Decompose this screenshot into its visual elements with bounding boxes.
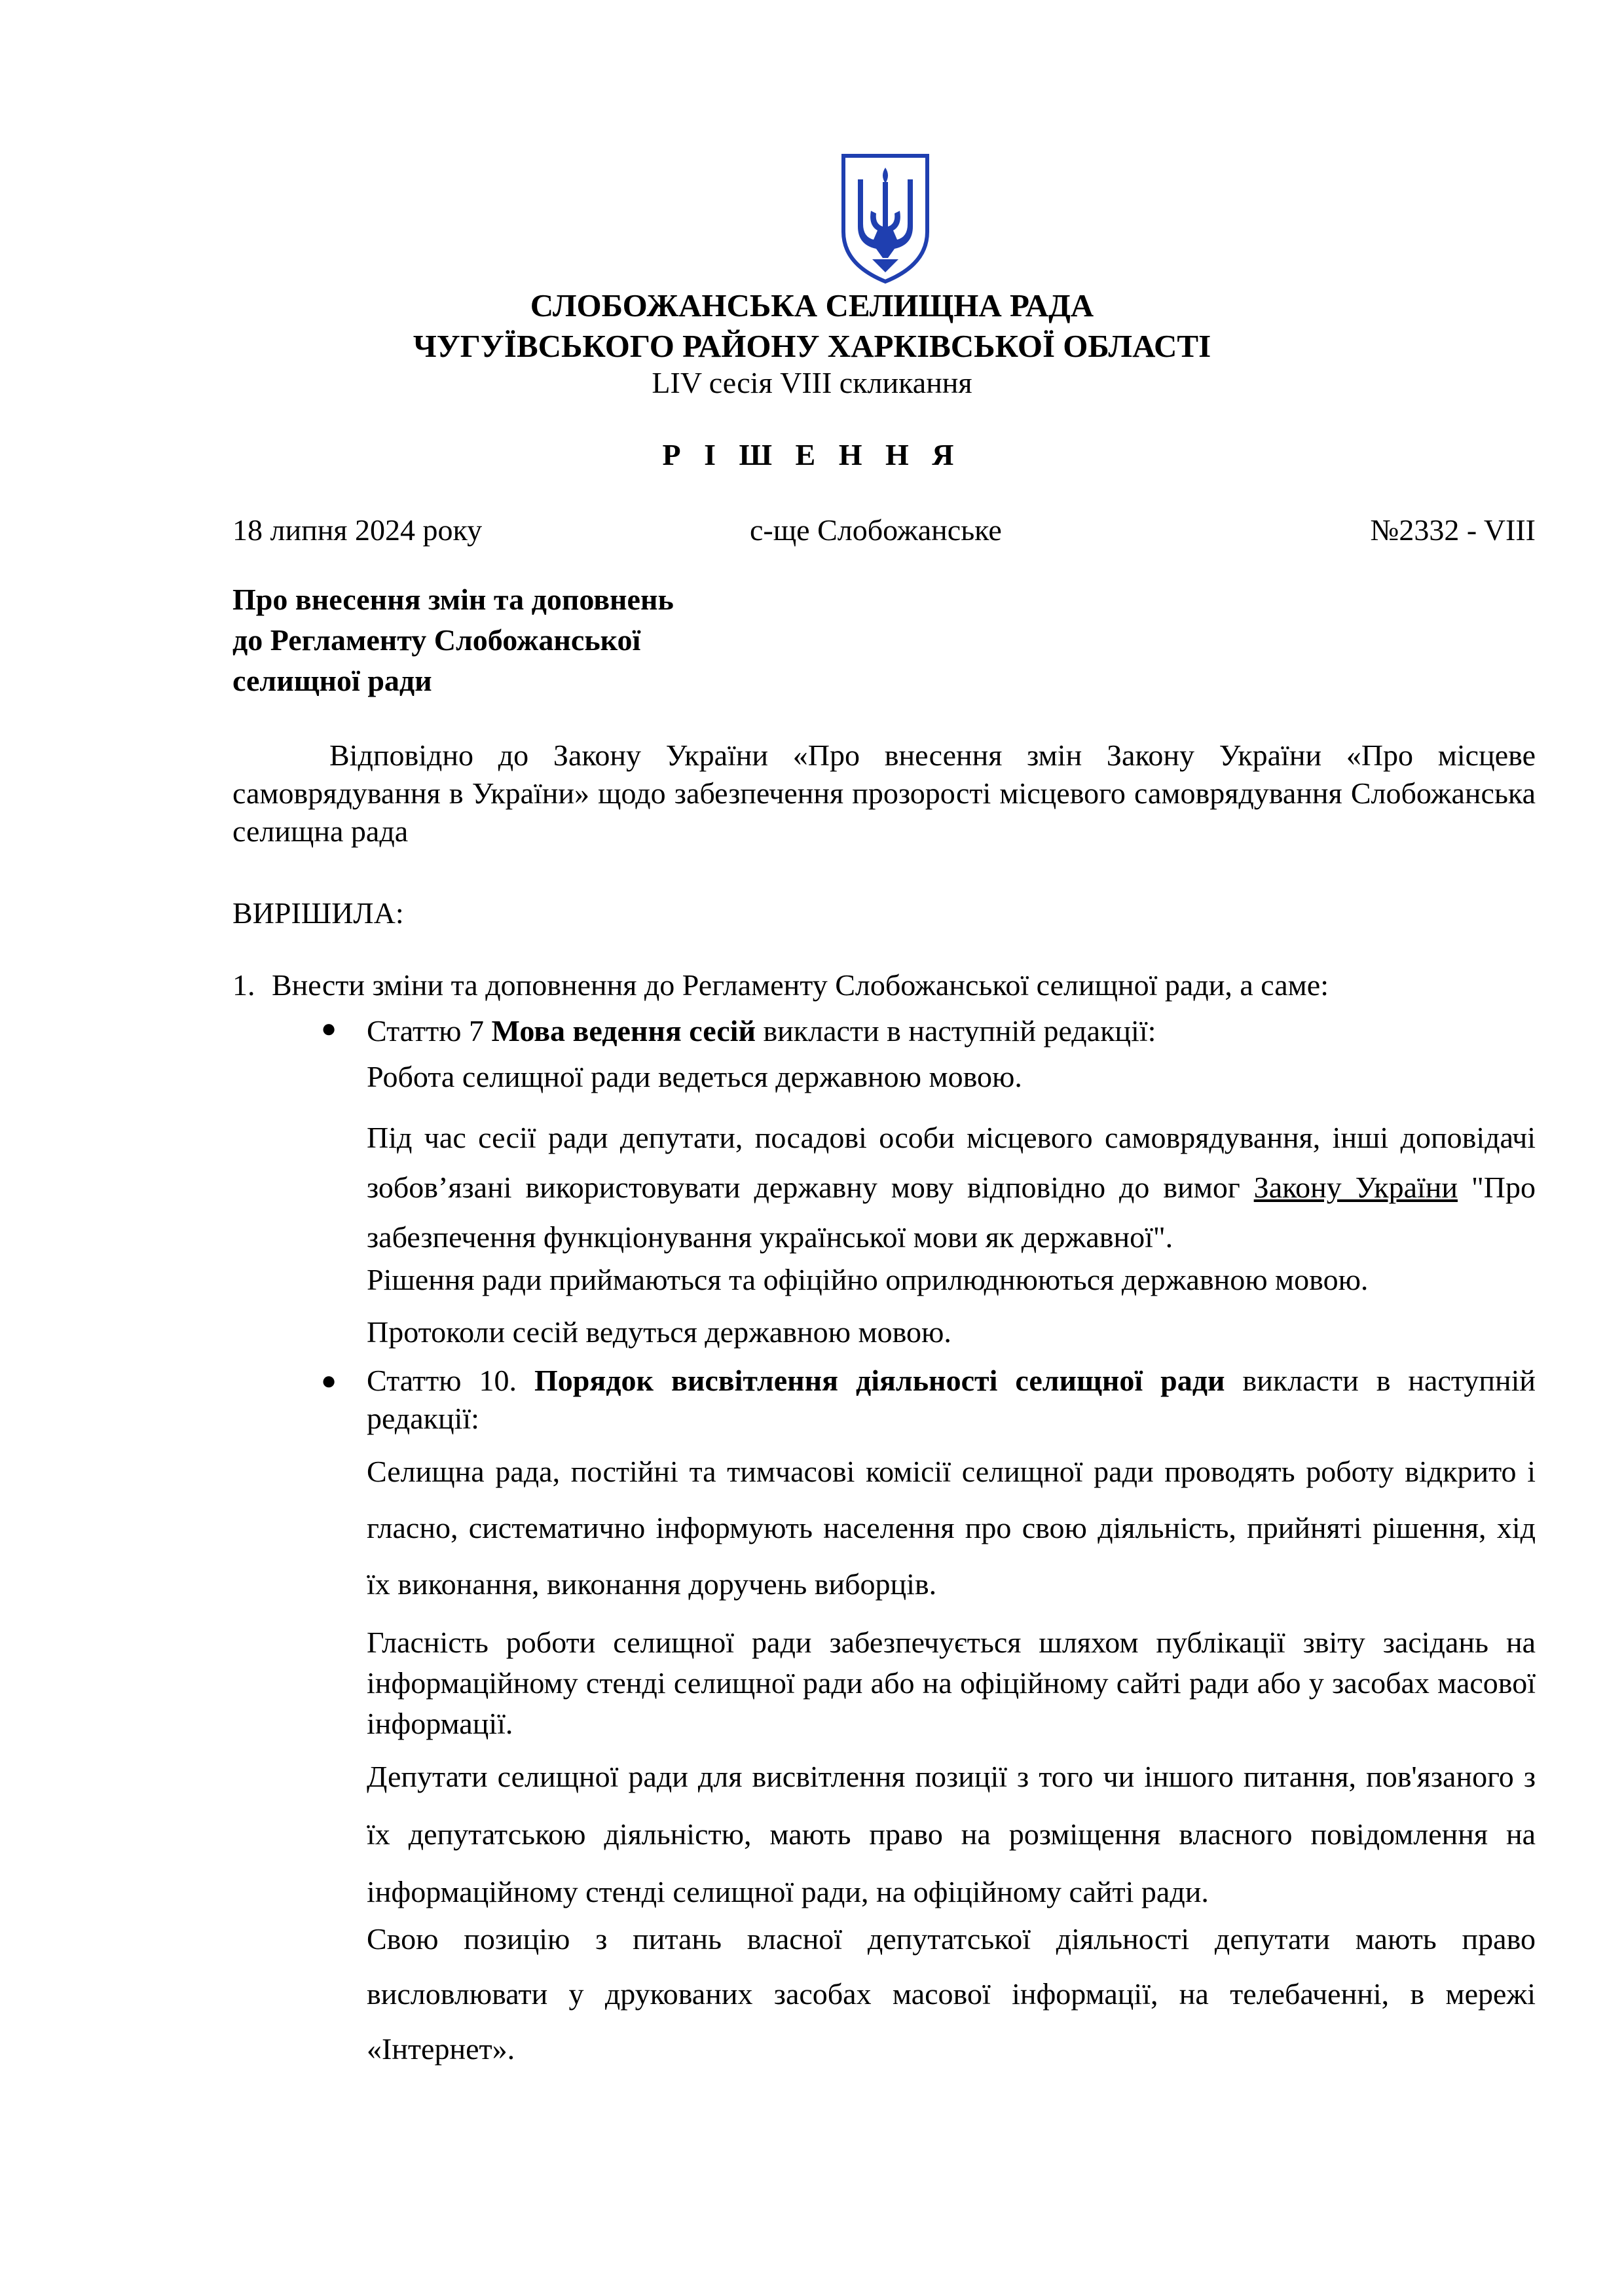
article-7-para-1: Робота селищної ради ведеться державною мовою. [367, 1060, 1022, 1093]
council-name: СЛОБОЖАНСЬКА СЕЛИЩНА РАДА [530, 287, 1094, 323]
bullet-2-suffix: викласти в наступній редакції: [367, 1364, 1536, 1435]
subject-line-1: Про внесення змін та доповнень [232, 583, 674, 616]
dateline [232, 511, 1536, 550]
article-7-para-2-end: "Про забезпечення функціонування української мови як державної". [367, 1171, 1536, 1254]
article-7-para-3: Рішення ради приймаються та офіційно оприлюднюються державною мовою. [367, 1263, 1369, 1296]
document-type: Р І Ш Е Н Н Я [662, 438, 962, 471]
decision-place: с-ще Слобожанське [750, 513, 1002, 547]
bullet-icon: ● [321, 1366, 337, 1395]
law-link[interactable]: Закону України [1253, 1171, 1458, 1204]
article-10-para-3: Депутати селищної ради для висвітлення позиції з того чи іншого питання, пов'язаного з їх депутатською діяльністю, мають право на розміщення власного повідомлення на інформаційному стенді селищної ради, на офіційному сайті ради. [367, 1760, 1536, 1908]
decision-subject [232, 579, 822, 701]
article-7-para-2-start: Під час сесії ради депутати, посадові особи місцевого самоврядування, інші доповідачі зобов’язані використовувати державну мову відповідно до вимог [367, 1121, 1536, 1204]
article-7-para-2 [367, 1113, 1536, 1262]
resolved-heading: ВИРІШИЛА: [232, 896, 404, 930]
decision-date: 18 липня 2024 року [232, 513, 483, 547]
bullet-1-prefix: Статтю 7 [367, 1014, 492, 1048]
district-name: ЧУГУЇВСЬКОГО РАЙОНУ ХАРКІВСЬКОЇ ОБЛАСТІ [413, 328, 1211, 364]
article-10-para-1: Селищна рада, постійні та тимчасові комісії селищної ради проводять роботу відкрито і гласно, систематично інформують населення про свою діяльність, прийняті рішення, хід їх виконання, виконання доручень виборців. [367, 1455, 1536, 1601]
bullet-icon: ● [321, 1013, 337, 1043]
bullet-article-10 [321, 1362, 1536, 1438]
item-1-text: Внести зміни та доповнення до Регламенту Слобожанської селищної ради, а саме: [272, 968, 1329, 1002]
article-10-para-2: Гласність роботи селищної ради забезпечується шляхом публікації звіту засідань на інформаційному стенді селищної ради або на офіційному сайті ради або у засобах масової інформації. [367, 1626, 1536, 1740]
article-7-para-4: Протоколи сесій ведуться державною мовою. [367, 1315, 951, 1349]
intro-paragraph: Відповідно до Закону України «Про внесення змін Закону України «Про місцеве самоврядування в України» щодо забезпечення прозорості місцевого самоврядування Слобожанська селищна рада [232, 738, 1536, 848]
bullet-2-title: Порядок висвітлення діяльності селищної ради [534, 1364, 1225, 1397]
bullet-article-7 [321, 1011, 1536, 1051]
bullet-1-title: Мова ведення сесій [491, 1014, 756, 1048]
article-10-para-4: Свою позицію з питань власної депутатської діяльності депутати мають право висловлювати у друкованих засобах масової інформації, на телебаченні, в мережі «Інтернет». [367, 1922, 1536, 2066]
decision-number: №2332 - VIII [1370, 513, 1536, 547]
session-info: LIV сесія VIII скликання [652, 366, 972, 399]
coat-of-arms-icon [840, 153, 931, 284]
subject-line-2: до Регламенту Слобожанської [232, 623, 641, 657]
bullet-2-prefix: Статтю 10. [367, 1364, 535, 1397]
subject-line-3: селищної ради [232, 664, 432, 697]
bullet-1-suffix: викласти в наступній редакції: [755, 1014, 1156, 1048]
item-1-number: 1. [232, 968, 255, 1002]
